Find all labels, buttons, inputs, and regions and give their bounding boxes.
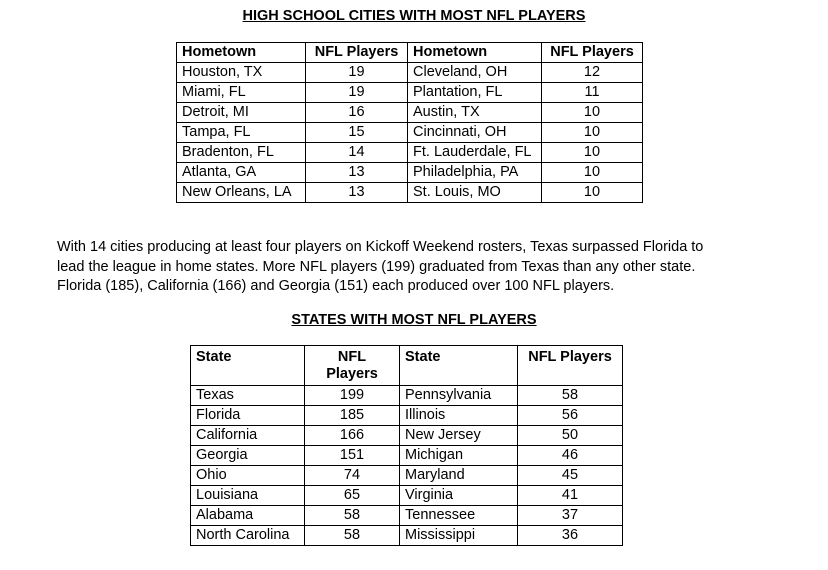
table-row — [191, 406, 623, 426]
table-cell: 19 — [306, 83, 408, 103]
table-cell: Ft. Lauderdale, FL — [408, 143, 542, 163]
table-cell: Philadelphia, PA — [408, 163, 542, 183]
table-cell: Texas — [191, 386, 305, 406]
column-header-state: State — [191, 346, 305, 386]
table-cell: Virginia — [400, 486, 518, 506]
states-table — [190, 345, 623, 546]
table-cell: Plantation, FL — [408, 83, 542, 103]
header-line: Players — [326, 366, 378, 382]
paragraph-line: Florida (185), California (166) and Georgia (151) each produced over 100 NFL players. — [57, 278, 615, 294]
cities-table — [176, 42, 643, 203]
table-cell: Ohio — [191, 466, 305, 486]
table-row — [191, 386, 623, 406]
table-cell: Houston, TX — [177, 63, 306, 83]
table-cell: 58 — [305, 506, 400, 526]
table-cell: 65 — [305, 486, 400, 506]
table-cell: Austin, TX — [408, 103, 542, 123]
table-cell: 14 — [306, 143, 408, 163]
table-cell: 199 — [305, 386, 400, 406]
table-cell: New Orleans, LA — [177, 183, 306, 203]
column-header-nfl-players — [305, 346, 400, 386]
table-cell: 50 — [518, 426, 623, 446]
table-header-row — [177, 43, 643, 63]
table-cell: 151 — [305, 446, 400, 466]
table-cell: 166 — [305, 426, 400, 446]
table-row — [177, 63, 643, 83]
paragraph-line: lead the league in home states. More NFL players (199) graduated from Texas than any other state. — [57, 258, 696, 275]
states-table-title: STATES WITH MOST NFL PLAYERS — [291, 312, 537, 328]
column-header-hometown: Hometown — [177, 43, 306, 63]
table-cell: 37 — [518, 506, 623, 526]
table-row — [191, 446, 623, 466]
table-header-row — [191, 346, 623, 386]
table-cell: Cleveland, OH — [408, 63, 542, 83]
table-cell: 19 — [306, 63, 408, 83]
column-header-nfl-players-2: NFL Players — [518, 346, 623, 386]
table-cell: Bradenton, FL — [177, 143, 306, 163]
table-cell: 45 — [518, 466, 623, 486]
paragraph-line: With 14 cities producing at least four players on Kickoff Weekend rosters, Texas surpassed Florida to — [57, 239, 704, 255]
summary-paragraph — [57, 238, 797, 297]
table-cell: 13 — [306, 183, 408, 203]
table-cell: Tennessee — [400, 506, 518, 526]
table-cell: North Carolina — [191, 526, 305, 546]
column-header-nfl-players: NFL Players — [306, 43, 408, 63]
table-cell: 10 — [542, 163, 643, 183]
table-cell: 46 — [518, 446, 623, 466]
table-cell: Mississippi — [400, 526, 518, 546]
table-cell: St. Louis, MO — [408, 183, 542, 203]
table-cell: California — [191, 426, 305, 446]
table-row — [177, 83, 643, 103]
table-cell: 10 — [542, 143, 643, 163]
table-cell: Louisiana — [191, 486, 305, 506]
table-cell: Cincinnati, OH — [408, 123, 542, 143]
table-row — [191, 526, 623, 546]
table-row — [177, 163, 643, 183]
table-cell: 58 — [305, 526, 400, 546]
table-row — [191, 486, 623, 506]
table-cell: 10 — [542, 183, 643, 203]
table-cell: New Jersey — [400, 426, 518, 446]
table-cell: 15 — [306, 123, 408, 143]
table-cell: Detroit, MI — [177, 103, 306, 123]
table-cell: Pennsylvania — [400, 386, 518, 406]
table-cell: 58 — [518, 386, 623, 406]
table-cell: 10 — [542, 103, 643, 123]
table-row — [177, 143, 643, 163]
table-cell: Atlanta, GA — [177, 163, 306, 183]
table-row — [177, 183, 643, 203]
table-cell: Tampa, FL — [177, 123, 306, 143]
table-row — [191, 466, 623, 486]
table-cell: Michigan — [400, 446, 518, 466]
table-cell: Alabama — [191, 506, 305, 526]
table-row — [177, 103, 643, 123]
table-cell: Georgia — [191, 446, 305, 466]
table-cell: Florida — [191, 406, 305, 426]
column-header-hometown-2: Hometown — [408, 43, 542, 63]
table-cell: 74 — [305, 466, 400, 486]
table-row — [177, 123, 643, 143]
table-cell: Maryland — [400, 466, 518, 486]
table-row — [191, 506, 623, 526]
header-line: NFL — [337, 349, 367, 365]
table-cell: 11 — [542, 83, 643, 103]
table-cell: 12 — [542, 63, 643, 83]
table-cell: 13 — [306, 163, 408, 183]
table-row — [191, 426, 623, 446]
table-cell: 36 — [518, 526, 623, 546]
cities-table-title: HIGH SCHOOL CITIES WITH MOST NFL PLAYERS — [242, 8, 586, 24]
table-cell: 10 — [542, 123, 643, 143]
column-header-state-2: State — [400, 346, 518, 386]
table-cell: 16 — [306, 103, 408, 123]
table-cell: Illinois — [400, 406, 518, 426]
table-cell: 41 — [518, 486, 623, 506]
column-header-nfl-players-2: NFL Players — [542, 43, 643, 63]
table-cell: Miami, FL — [177, 83, 306, 103]
table-cell: 56 — [518, 406, 623, 426]
table-cell: 185 — [305, 406, 400, 426]
